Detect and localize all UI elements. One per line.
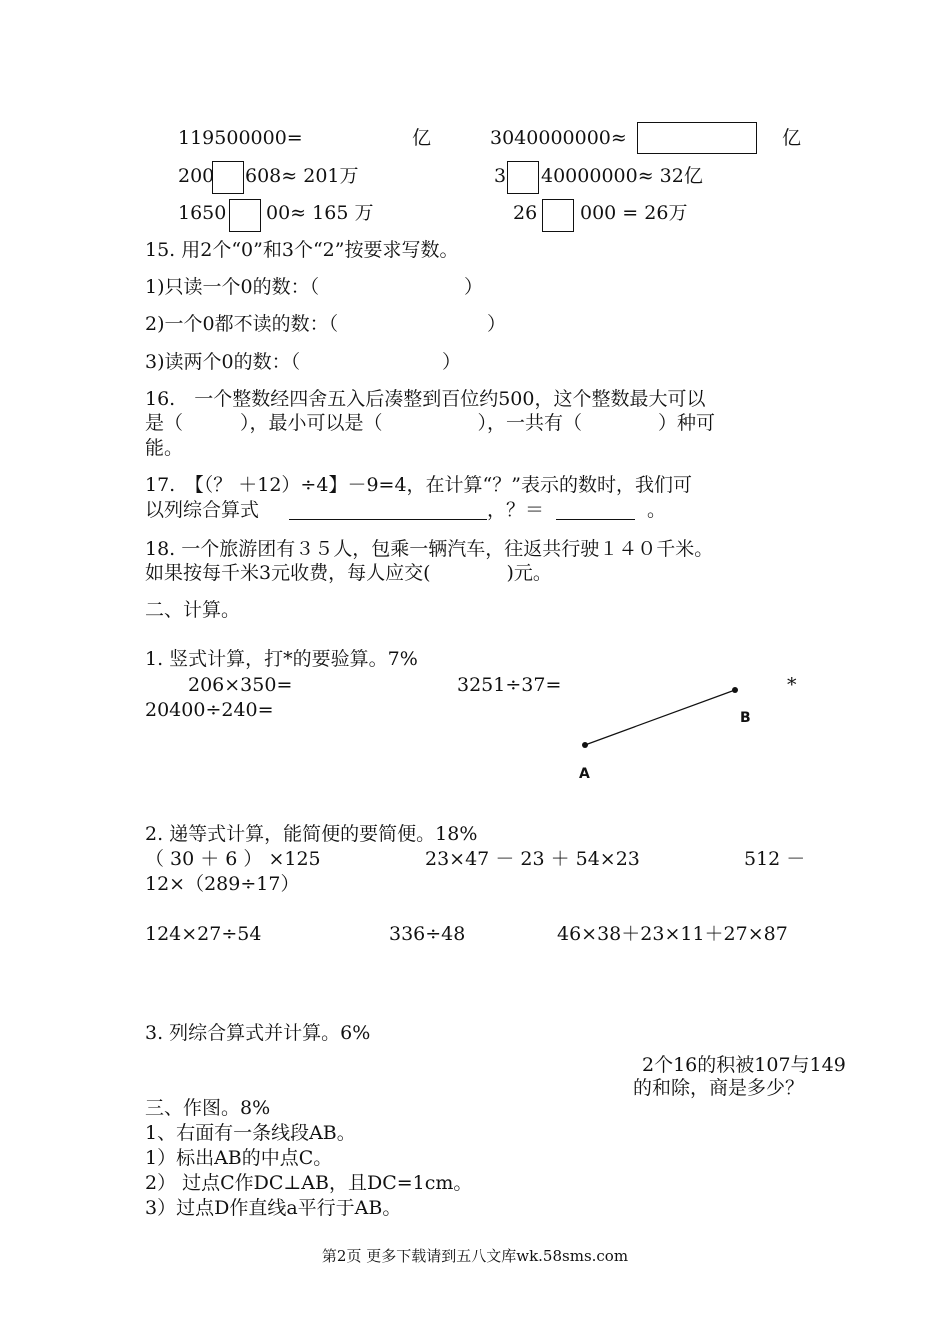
q17-line1: 17. 【（？ ＋12）÷4】－9=4，在计算“？”表示的数时，我们可 (145, 474, 692, 496)
s2-p2-expr4: 124×27÷54 (145, 923, 262, 945)
s2-p3-question-line1: 2个16的积被107与149 (642, 1054, 846, 1076)
round-r3-left-b: 00≈ 165 万 (266, 202, 374, 224)
q16-line3: 能。 (145, 437, 184, 459)
s2-p1-title: 1. 竖式计算，打*的要验算。7% (145, 648, 418, 670)
q15-a: 1)只读一个0的数：（ (145, 276, 320, 298)
q16-line1: 16. 一个整数经四舍五入后凑整到百位约500，这个整数最大可以 (145, 388, 706, 410)
q17-line2a: 以列综合算式 (145, 499, 260, 521)
round-r2-left-b: 608≈ 201万 (245, 165, 359, 187)
s2-p3-title: 3. 列综合算式并计算。6% (145, 1022, 371, 1044)
round-r3-left-a: 1650 (178, 202, 227, 224)
s2-p1-expr2: 3251÷37= (457, 674, 562, 696)
s2-p2-title: 2. 递等式计算，能简便的要简便。18% (145, 823, 478, 845)
s2-p3-question-line2: 的和除，商是多少？ (633, 1077, 805, 1099)
s2-p2-expr6: 46×38＋23×11＋27×87 (557, 923, 788, 945)
round-r2-right-b: 40000000≈ 32亿 (541, 165, 703, 187)
s2-p2-expr1: （ 30 ＋ 6 ） ×125 (145, 848, 321, 870)
q17-line2b: ，？＝ (487, 499, 545, 521)
q15-c-close: ） (442, 351, 462, 373)
s2-p2-expr2: 23×47 － 23 ＋ 54×23 (425, 848, 640, 870)
s2-p1-expr3: 20400÷240= (145, 699, 274, 721)
point-a-label: A (579, 766, 590, 782)
section2-title: 二、计算。 (145, 599, 241, 621)
q18-line1: 18. 一个旅游团有３５人，包乘一辆汽车，往返共行驶１４０千米。 (145, 538, 714, 560)
s2-p1-expr1: 206×350= (188, 674, 293, 696)
s2-p2-expr3a: 512 － (744, 848, 806, 870)
segment-ab (585, 690, 735, 745)
s3-line2: 1）标出AB的中点C。 (145, 1147, 333, 1169)
round-r1-left: 119500000= (178, 127, 303, 149)
round-r1-unit-left: 亿 (412, 127, 432, 149)
q18-line2: 如果按每千米3元收费，每人应交( )元。 (145, 562, 552, 584)
s2-p2-expr5: 336÷48 (389, 923, 466, 945)
point-b-label: B (740, 710, 751, 726)
q15-b: 2)一个0都不读的数：（ (145, 313, 339, 335)
round-r1-unit-right: 亿 (782, 127, 802, 149)
q15-c: 3)读两个0的数：（ (145, 351, 301, 373)
round-r1-right: 3040000000≈ (490, 127, 627, 149)
point-b-dot (732, 687, 738, 693)
section3-title: 三、作图。8% (145, 1097, 271, 1119)
q16-line2: 是（ ），最小可以是（ ），一共有（ ）种可 (145, 412, 716, 434)
q15-b-close: ） (487, 313, 507, 335)
q15-title: 15. 用2个“0”和3个“2”按要求写数。 (145, 239, 459, 261)
round-r3-right-a: 26 (513, 202, 538, 224)
round-r2-right-a: 3 (494, 165, 507, 187)
round-r3-right-b: 000 = 26万 (580, 202, 688, 224)
s3-line3: 2） 过点C作DC⊥AB，且DC=1cm。 (145, 1172, 473, 1194)
q17-line2c: 。 (647, 499, 667, 521)
s2-p2-expr3b: 12×（289÷17） (145, 873, 300, 895)
page-footer: 第2页 更多下载请到五八文库wk.58sms.com (321, 1247, 629, 1265)
s3-line1: 1、右面有一条线段AB。 (145, 1122, 356, 1144)
q15-a-close: ） (464, 276, 484, 298)
point-a-dot (582, 742, 588, 748)
s3-line4: 3）过点D作直线a平行于AB。 (145, 1197, 402, 1219)
round-r2-left-a: 200 (178, 165, 215, 187)
s2-p1-star: * (787, 674, 797, 696)
